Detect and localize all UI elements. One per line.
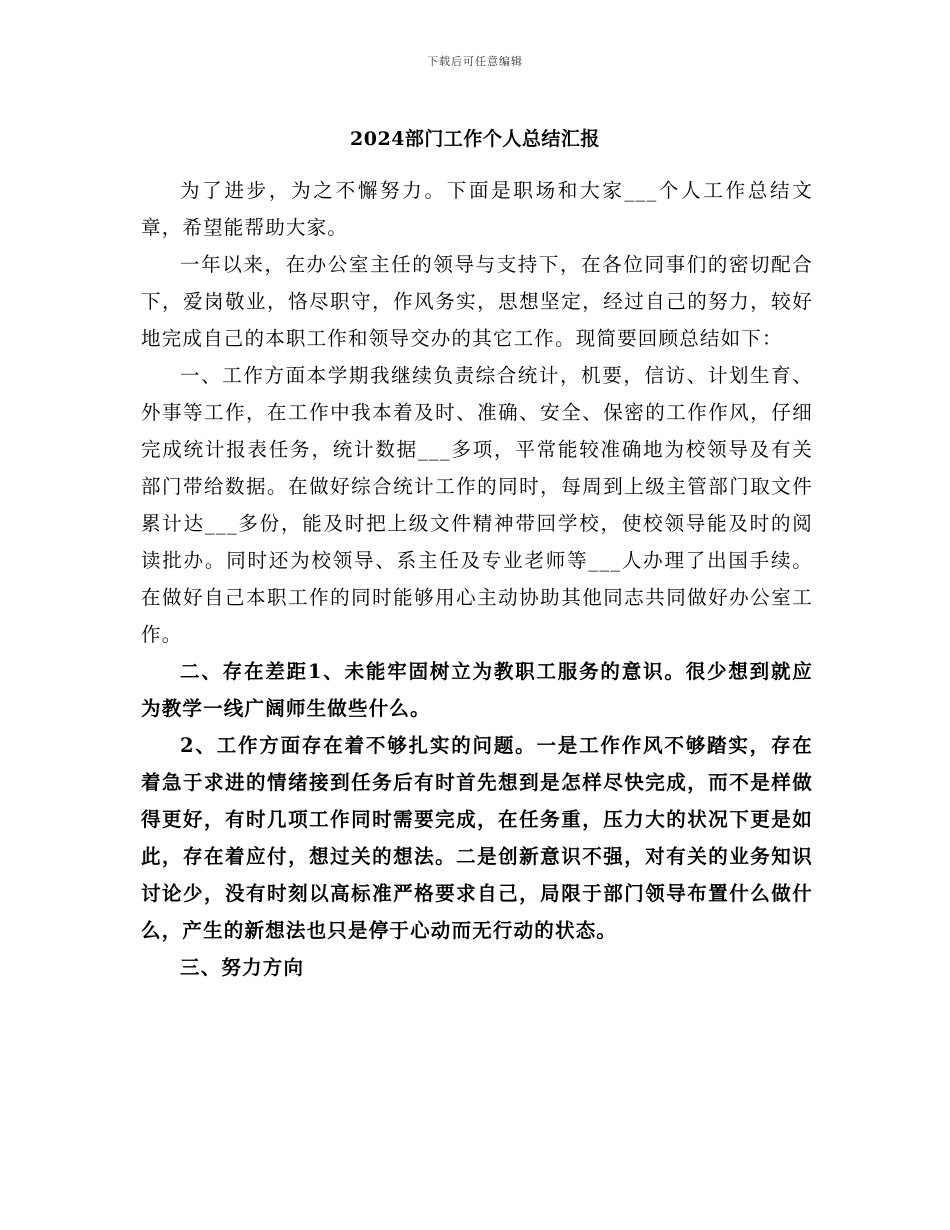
paragraph-work-aspects: 一、工作方面本学期我继续负责综合统计，机要，信访、计划生育、外事等工作，在工作中我本着及时、准确、安全、保密的工作作风，仔细完成统计报表任务，统计数据___多项，平常能较准确地为校领导及有关部门带给数据。在做好综合统计工作的同时，每周到上级主管部门取文件累计达___多份，能及时把上级文件精神带回学校，使校领导能及时的阅读批办。同时还为校领导、系主任及专业老师等___人办理了出国手续。在做好自己本职工作的同时能够用心主动协助其他同志共同做好办公室工作。 [141, 364, 813, 646]
paragraph-gaps: 二、存在差距1、未能牢固树立为教职工服务的意识。很少想到就应为教学一线广阔师生做些什么。 [141, 660, 813, 720]
header-note: 下载后可任意编辑 [427, 55, 523, 68]
document-title: 2024部门工作个人总结汇报 [350, 128, 600, 150]
paragraph-overview: 一年以来，在办公室主任的领导与支持下，在各位同事们的密切配合下，爱岗敬业，恪尽职守，作风务实，思想坚定，经过自己的努力，较好地完成自己的本职工作和领导交办的其它工作。现简要回顾总结如下： [141, 253, 813, 350]
paragraph-intro: 为了进步，为之不懈努力。下面是职场和大家___个人工作总结文章，希望能帮助大家。 [141, 179, 813, 239]
document-body [141, 172, 813, 986]
paragraph-direction-heading: 三、努力方向 [180, 956, 305, 979]
paragraph-problems: 2、工作方面存在着不够扎实的问题。一是工作作风不够踏实，存在着急于求进的情绪接到任务后有时首先想到是怎样尽快完成，而不是样做得更好，有时几项工作同时需要完成，在任务重，压力大的状况下更是如此，存在着应付，想过关的想法。二是创新意识不强，对有关的业务知识讨论少，没有时刻以高标准严格要求自己，局限于部门领导布置什么做什么，产生的新想法也只是停于心动而无行动的状态。 [141, 734, 813, 942]
